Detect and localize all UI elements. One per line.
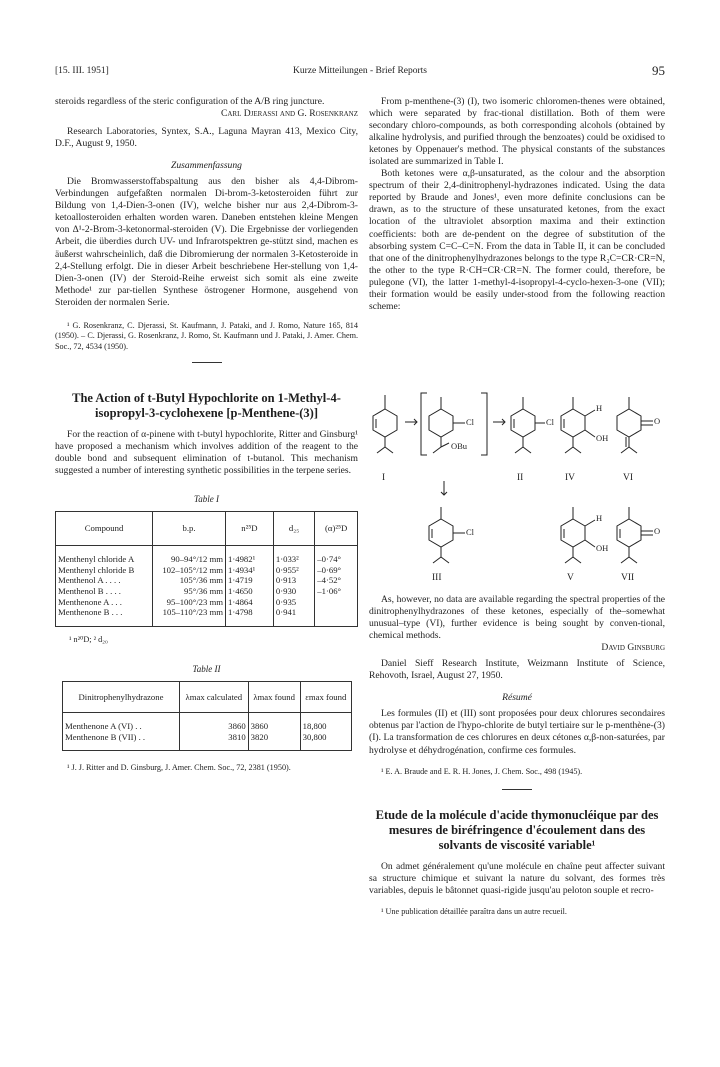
table-1 xyxy=(55,511,358,627)
page-number: 95 xyxy=(652,63,665,78)
header-date: [15. III. 1951] xyxy=(55,66,109,76)
article-title xyxy=(55,391,358,421)
structure-VII xyxy=(617,507,653,563)
table-2 xyxy=(62,681,352,751)
intro-paragraph: steroids regardless of the steric configuration of the A/B ring juncture. xyxy=(55,96,325,107)
table-1-cell: 0·955² xyxy=(273,565,314,576)
table-1-col-compound: Compound xyxy=(56,512,153,546)
table-1-cell: Menthenyl chloride A xyxy=(58,554,135,565)
table-1-row xyxy=(56,597,358,608)
table-2-row xyxy=(63,732,352,751)
table-1-cell: 0·941 xyxy=(273,607,314,626)
header-journal: Kurze Mitteilungen - Brief Reports xyxy=(292,66,428,76)
group-cl-chloride: Cl xyxy=(546,417,555,427)
label-V: V xyxy=(567,573,574,583)
structure-VI xyxy=(617,397,653,453)
reaction-scheme xyxy=(369,385,665,590)
table-1-cell xyxy=(315,607,358,626)
table-2-cell: Menthenone A (VI) . . xyxy=(65,721,142,732)
zusammenfassung-heading: Zusammenfassung xyxy=(171,160,242,172)
table-1-cell: 105°/36 mm xyxy=(153,575,226,586)
label-I: I xyxy=(382,473,386,483)
table-1-cell: 95°/36 mm xyxy=(153,586,226,597)
table-2-col-lambda-calc: λmax calculated xyxy=(180,682,249,713)
left-column xyxy=(55,96,358,774)
group-oh-V: OH xyxy=(596,543,609,553)
table-1-footnote: ¹ n²⁰D; ² d₂₀ xyxy=(69,634,108,644)
footnote-4: ¹ Une publication détaillée paraîtra dans un autre recueil. xyxy=(381,907,567,917)
zusammenfassung-text: Die Bromwasserstoffabspaltung aus den bisher als 4,4-Dibrom-Verbindungen aufgefaßten normalen Di-brom-3-ketosteroiden führt zur Bildung von 1,4-Dien-3-onen (IV), welche bisher nur aus 2,4-Dibrom-3-ketoallosteroiden erhalten worden waren. Daneben entstehen kleine Mengen von Δ¹-2-Brom-3-ketonormal-steroiden (V). Die Ergebnisse der vorliegenden Arbeit, die überdies durch UV- und Infrarotspektren ge-stützt sind, machen es äußerst wahrscheinlich, daß die Dibromierung der normalen 3-Ketosteroide in 2,4-Stellung erfolgt. Die in dieser Arbeit beschriebene Her-stellung von 1,4-Dien-3-onen (IV) der Steroid-Reihe erweist sich somit als eine zweite Methode¹ zur par-tiellen Synthese östrogener Hormone, ausgehend von Steroiden der normalen Serie. xyxy=(55,176,358,308)
table-2-cell: 30,800 xyxy=(300,732,351,751)
table-1-caption: Table I xyxy=(194,494,219,505)
structure-IV xyxy=(561,397,595,453)
footnote-2: ¹ J. J. Ritter and D. Ginsburg, J. Amer. Chem. Soc., 72, 2381 (1950). xyxy=(67,763,291,773)
table-1-row xyxy=(56,565,358,576)
article-paragraph: For the reaction of α-pinene with t-butyl hypochlorite, Ritter and Ginsburg¹ have proposed a mechanism which involves addition of the reagent to the double bond and subsequent elimination of t-butanol. This mechanism suggested a number of interesting synthetic possibilities in the terpene series. xyxy=(55,428,358,477)
group-cl-II: Cl xyxy=(466,417,475,427)
table-1-cell: 1·4982¹ xyxy=(226,546,274,565)
resume-heading: Résumé xyxy=(502,692,532,704)
running-header xyxy=(55,63,665,82)
table-1-header-row xyxy=(56,512,358,546)
table-1-col-rotation: (α)²⁵D xyxy=(315,512,358,546)
resume-text: Les formules (II) et (III) sont proposées pour deux chlorures secondaires obtenus par l'action de l'hypo-chlorite de butyl tertiaire sur le p-menthène-(3) (I). La transformation de ces chlorures en deux cétones α,β-non-saturées, par hydrolyse et déhydrogénation, confirme ces formules. xyxy=(369,708,665,756)
article-2-paragraph: On admet généralement qu'une molécule en chaîne peut affecter suivant sa structure chimique et suivant la nature du solvant, des formes très variables, depuis le bâtonnet quasi-rigide jusqu'au peloton souple et recro- xyxy=(369,860,665,897)
table-1-cell: 1·4934¹ xyxy=(226,565,274,576)
reaction-scheme-drawing xyxy=(369,385,665,590)
table-1-cell: 0·935 xyxy=(273,597,314,608)
table-1-row xyxy=(56,586,358,597)
table-1-cell: Menthenol B . . . . xyxy=(58,585,121,596)
table-2-col-compound: Dinitrophenylhydrazone xyxy=(63,682,180,713)
author-line-1: Carl Djerassi and G. Rosenkranz xyxy=(220,108,358,120)
table-2-col-lambda-found: λmax found xyxy=(248,682,300,713)
table-1-cell: –1·06° xyxy=(315,586,358,597)
table-1-row xyxy=(56,607,358,626)
table-2-cell: 3810 xyxy=(180,732,249,751)
table-2-col-epsilon: εmax found xyxy=(300,682,351,713)
table-1-cell: Menthenol A . . . . xyxy=(58,575,121,586)
group-o-VI: O xyxy=(654,416,661,426)
table-1-cell: 95–100°/23 mm xyxy=(153,597,226,608)
table-1-row xyxy=(56,575,358,586)
structure-I xyxy=(373,395,397,453)
group-h-V: H xyxy=(596,513,603,523)
table-1-cell: 1·4650 xyxy=(226,586,274,597)
right-paragraph-1: From p-menthene-(3) (I), two isomeric chloromen-thenes were obtained, which were separated by frac-tional distillation. Both of them were secondary chloro-compounds, as both corresponding alcohols (obtained by alkaline hydrolysis, and purified through the benzoates) could be oxidised to ketones by Oppenauer's method. The physical constants of the substances isolated are summarized in Table I. xyxy=(369,96,665,168)
label-VII: VII xyxy=(621,573,635,583)
table-1-cell: 105–110°/23 mm xyxy=(153,607,226,626)
group-h-IV: H xyxy=(596,403,603,413)
affiliation-2: Daniel Sieff Research Institute, Weizmann Institute of Science, Rehovoth, Israel, August 27, 1950. xyxy=(369,658,665,682)
label-IV: IV xyxy=(565,473,576,483)
author-line-2: David Ginsburg xyxy=(601,642,665,654)
label-III: III xyxy=(432,573,442,583)
table-1-cell: –0·74° xyxy=(315,546,358,565)
table-1-col-density: d₂₅ xyxy=(273,512,314,546)
label-VI: VI xyxy=(623,473,634,483)
divider xyxy=(192,362,222,363)
table-1-cell: 0·913 xyxy=(273,575,314,586)
table-1-cell: Menthenone A . . . xyxy=(58,596,122,607)
table-1-cell: Menthenone B . . . xyxy=(58,607,123,618)
group-o-VII: O xyxy=(654,526,661,536)
affiliation-1: Research Laboratories, Syntex, S.A., Laguna Mayran 413, Mexico City, D.F., August 9, 1950. xyxy=(55,126,358,150)
table-1-cell: 102–105°/12 mm xyxy=(153,565,226,576)
table-1-cell: 90–94°/12 mm xyxy=(153,546,226,565)
divider-2 xyxy=(502,789,532,790)
table-2-cell: 3860 xyxy=(180,713,249,732)
label-II: II xyxy=(517,473,524,483)
table-1-cell: 1·4864 xyxy=(226,597,274,608)
group-oh-IV: OH xyxy=(596,433,609,443)
article-title-text: The Action of t-Butyl Hypochlorite on 1-Methyl-4-isopropyl-3-cyclohexene [p-Menthene-(3)] xyxy=(72,390,341,420)
table-1-cell: Menthenyl chloride B xyxy=(58,564,135,575)
right-column xyxy=(369,96,665,313)
table-2-cell: 18,800 xyxy=(300,713,351,732)
table-1-col-refractive-index: n²⁵D xyxy=(226,512,274,546)
table-1-cell xyxy=(315,597,358,608)
right-paragraph-2: Both ketones were α,β-unsaturated, as the colour and the absorption spectrum of their 2,4-dinitrophenyl-hydrazones indicated. Using the data reported by Braude and Jones¹, even more definite conclusions can be drawn, as to the structure of these unsaturated ketones, from the exact location of the ultraviolet absorption maxima and their extinction coefficients: both are de-pendent on the degree of substitution of the absorbing system C=C–C=N. From the data in Table II, it can be concluded that one of the dinitrophenylhydrazones belongs to the type R₂C=CR·CR=N, the other to the type R·CH=CR·CR=N. The former could, therefore, be pulegone (VI), the latter 1-methyl-4-isopropyl-4-cyclo-hexen-3-one (VII); their formation would be easily under-stood from the following reaction scheme: xyxy=(369,168,665,312)
table-1-cell: –0·69° xyxy=(315,565,358,576)
table-1-row xyxy=(56,546,358,565)
table-1-cell: –4·52° xyxy=(315,575,358,586)
table-1-cell: 1·4719 xyxy=(226,575,274,586)
footnote-3: ¹ E. A. Braude and E. R. H. Jones, J. Chem. Soc., 498 (1945). xyxy=(381,766,583,776)
table-2-header-row xyxy=(63,682,352,713)
table-2-row xyxy=(63,713,352,732)
group-cl-III: Cl xyxy=(466,527,475,537)
table-2-cell: 3860 xyxy=(248,713,300,732)
right-paragraph-3: As, however, no data are available regarding the spectral properties of the dinitrophenylhydrazones of these ketones, especially of the–somewhat unusual–type (VI), further evidence is being sought by conven-tional, chemical methods. xyxy=(369,594,665,642)
right-column-lower xyxy=(369,594,665,918)
footnote-1: ¹ G. Rosenkranz, C. Djerassi, St. Kaufmann, J. Pataki, and J. Romo, Nature 165, 814 (1950). – C. Djerassi, G. Rosenkranz, J. Romo, St. Kaufmann und J. Pataki, J. Amer. Chem. Soc., 72, 4534 (1950). xyxy=(55,320,358,351)
table-1-cell: 1·4798 xyxy=(226,607,274,626)
structure-II-chloride xyxy=(511,397,545,453)
article-2-title: Etude de la molécule d'acide thymonucléique par des mesures de biréfringence d'écoulement dans des solvants de viscosité variable¹ xyxy=(375,807,659,852)
structure-V xyxy=(561,507,595,563)
structure-III xyxy=(429,507,465,563)
table-1-cell: 0·930 xyxy=(273,586,314,597)
table-2-cell: Menthenone B (VII) . . xyxy=(65,731,146,742)
table-2-cell: 3820 xyxy=(248,732,300,751)
group-obu: OBu xyxy=(451,441,468,451)
table-2-caption: Table II xyxy=(192,664,221,675)
table-1-cell: 1·033² xyxy=(273,546,314,565)
table-1-col-bp: b.p. xyxy=(153,512,226,546)
